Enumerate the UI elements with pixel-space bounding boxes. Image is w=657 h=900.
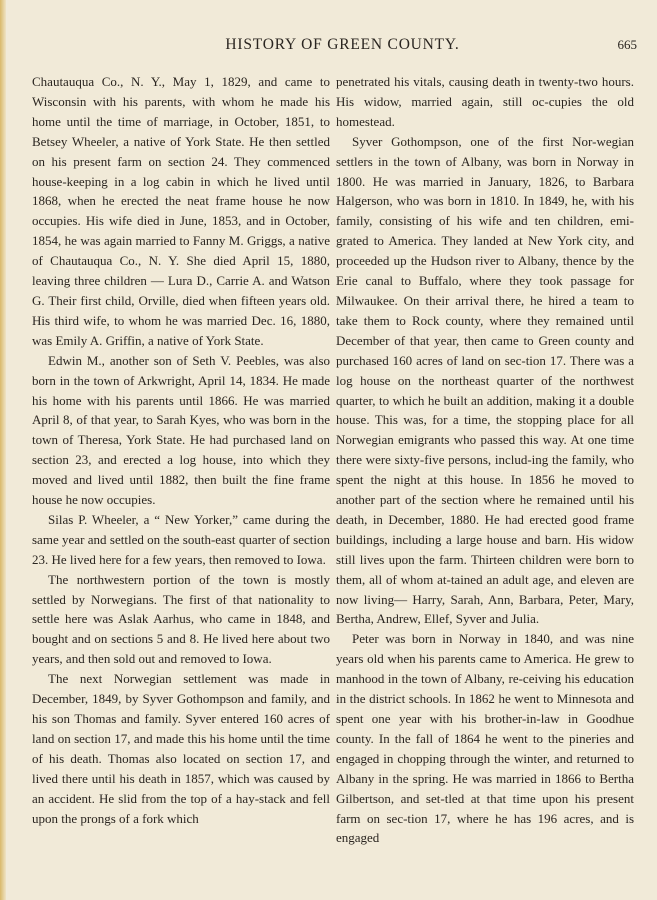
paragraph: The northwestern portion of the town is mostly settled by Norwegians. The first of that nationality to settle here was Aslak Aarhus, who came in 1848, and bought and on sections 5 and 8. He lived here about two years, and then sold out and removed to Iowa. <box>32 571 330 667</box>
paragraph: The next Norwegian settlement was made in December, 1849, by Syver Gothompson and family, and his son Thomas and family. Syver entered 160 acres of land on section 17, and made this his home until the time of his death. Thomas also located on section 17, and lived there until his death in 1857, which was caused by an accident. He slid from the top of a hay-stack and fell upon the prongs of a fork which <box>32 671 330 826</box>
page-edge <box>0 0 6 900</box>
paragraph: Syver Gothompson, one of the first Nor-wegian settlers in the town of Albany, was born in Norway in 1800. He was married in January, 1826, to Barbara Halgerson, who was born in 1810. In 1849, he, with his family, consisting of his wife and ten children, emi-grated to America. They landed at New York city, and proceeded up the Hudson river to Albany, thence by the Erie canal to Buffalo, where they took passage for Milwaukee. On their arrival there, he hired a team to take them to Rock county, where they remained until December of that year, then came to Green county and purchased 160 acres of land on sec-tion 17. There was a log house on the northeast quarter of the northwest quarter, to which he built an addition, making it a double house. This was, for a time, the stopping place for all Norwegian emigrants who passed this way. At one time there were sixty-five persons, includ-ing the family, who spent the night at this house. In 1856 he moved to another part of the section where he remained until his death, in December, 1880. He had erected good frame buildings, including a large house and barn. His widow still lives upon the farm. Thirteen children were born to them, all of whom at-tained an adult age, and eleven are now living— Harry, Sarah, Ann, Barbara, Peter, Mary, Bertha, Andrew, Ellef, Syver and Julia. <box>336 133 634 627</box>
paragraph: Edwin M., another son of Seth V. Peebles, was also born in the town of Arkwright, April 14, 1834. He made his home with his parents until 1866. He was married April 8, of that year, to Sarah Kyes, who was born in the town of Theresa, York State. He had purchased land on section 23, and erected a log house, into which they moved and lived until 1882, then built the fine frame house he now occupies. <box>32 352 330 508</box>
page-number: 665 <box>617 37 637 52</box>
paragraph: Peter was born in Norway in 1840, and was nine years old when his parents came to America. He grew to manhood in the town of Albany, re-ceiving his education in the district schools. In 1862 he went to Minnesota and spent one year with his brother-in-law in Goodhue county. In the fall of 1864 he went to the pineries and engaged in chopping through the winter, and returned to Albany in the spring. He was married in 1866 to Bertha Gilbertson, and set-tled at that time upon his present farm on sec-tion 17, where he has 196 acres, and is engaged <box>336 631 634 846</box>
page-header <box>30 36 655 58</box>
paragraph: penetrated his vitals, causing death in twenty-two hours. His widow, married again, still oc-cupies the old homestead. <box>336 74 634 129</box>
left-column <box>32 72 330 828</box>
running-title: HISTORY OF GREEN COUNTY. <box>225 36 460 53</box>
paragraph: Silas P. Wheeler, a “ New Yorker,” came during the same year and settled on the south-east quarter of section 23. He lived here for a few years, then removed to Iowa. <box>32 511 330 567</box>
paragraph: Chautauqua Co., N. Y., May 1, 1829, and came to Wisconsin with his parents, with whom he made his home until the time of marriage, in October, 1851, to Betsey Wheeler, a native of York State. He then settled on his present farm on section 24. They commenced house-keeping in a log cabin in which he lived until 1868, when he erected the neat frame house he now occupies. His wife died in June, 1853, and in October, 1854, he was again married to Fanny M. Griggs, a native of Chautauqua Co., N. Y. She died April 15, 1880, leaving three children — Lura D., Carrie A. and Watson G. Their first child, Orville, died when fifteen years old. His third wife, to whom he was married Dec. 16, 1880, was Emily A. Griffin, a native of York State. <box>32 74 330 348</box>
right-column <box>336 72 634 848</box>
